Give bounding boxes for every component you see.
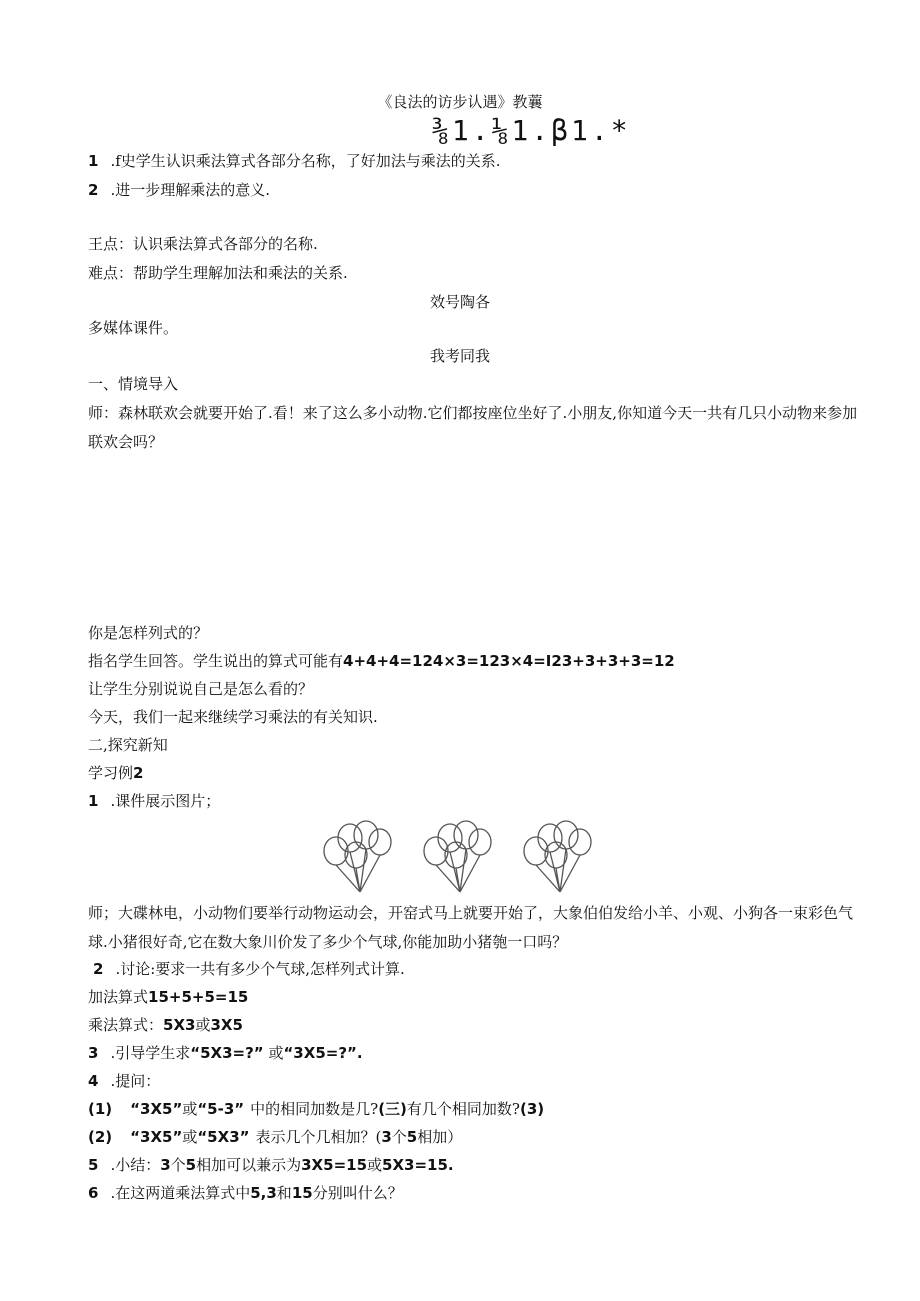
objective-2: 2 .进一步理解乘法的意义. [88,181,270,199]
step-2: 2 .讨论:要求一共有多少个气球,怎样列式计算. [93,960,405,978]
learn-example: 学习例2 [88,764,144,782]
objective-1: 1 .f史学生认识乘法算式各部分名称，了好加法与乘法的关系. [88,152,501,170]
document-title: 《良法的访步认遇》教蘘 [377,93,543,111]
today-line: 今天，我们一起来继续学习乘法的有关知识. [88,708,378,726]
addition-formula: 加法算式15+5+5=15 [88,988,249,1006]
section-2-heading: 二,探究新知 [88,736,168,754]
balloon-bunch-1 [324,821,391,892]
prep-heading: 效号陶各 [429,293,490,311]
balloon-bunches-image [318,818,618,896]
step-4: 4 .提问： [88,1072,161,1090]
question-1: (1) “3X5”或“5-3” 中的相同加数是几?(三)有几个相同加数?(3) [88,1100,545,1118]
step-3: 3 .引导学生求“5X3=?” 或“3X5=?”. [88,1044,363,1062]
let-students-explain: 让学生分别说说自己是怎么看的？ [88,680,314,698]
document-subtitle: ⅜1.⅛1.β1.* [432,114,631,147]
balloon-bunch-2 [424,821,491,892]
question-2: (2) “3X5”或“5X3” 表示几个几相加？(3个5相加） [88,1128,463,1146]
student-answers: 指名学生回答。学生说出的算式可能有4+4+4=124×3=123×4=I23+3+3+3=12 [88,652,675,670]
step-5-summary: 5 .小结：3个5相加可以兼示为3X5=15或5X3=15. [88,1156,454,1174]
teacher-paragraph-2: 师；大碟林电，小动物们要举行动物运动会，开窑式马上就要开始了，大象伯伯发给小羊、小观、小狗各一束彩色气球.小猪很好奇,它在数大象川价发了多少个气球,你能加助小猪匏一口吗？ [88,904,854,951]
teacher-paragraph-1: 师：森林联欢会就要开始了.看！来了这么多小动物.它们都按座位坐好了.小朋友,你知道今天一共有几只小动物来参加联欢会吗？ [88,404,858,451]
section-1-heading: 一、情境导入 [88,375,179,393]
multiplication-formula: 乘法算式：5X3或3X5 [88,1016,243,1034]
step-6: 6 .在这两道乘法算式中5,3和15分别叫什么？ [88,1184,403,1202]
question-how: 你是怎样列式的？ [88,624,209,642]
step-1: 1 .课件展示图片； [88,792,221,810]
difficult-point: 难点：帮助学生理解加法和乘法的关系. [88,264,348,282]
process-heading: 我考同我 [429,347,490,365]
prep-text: 多媒体课件。 [88,319,179,337]
key-point: 王点：认识乘法算式各部分的名称. [88,235,318,253]
balloon-bunch-3 [524,821,591,892]
